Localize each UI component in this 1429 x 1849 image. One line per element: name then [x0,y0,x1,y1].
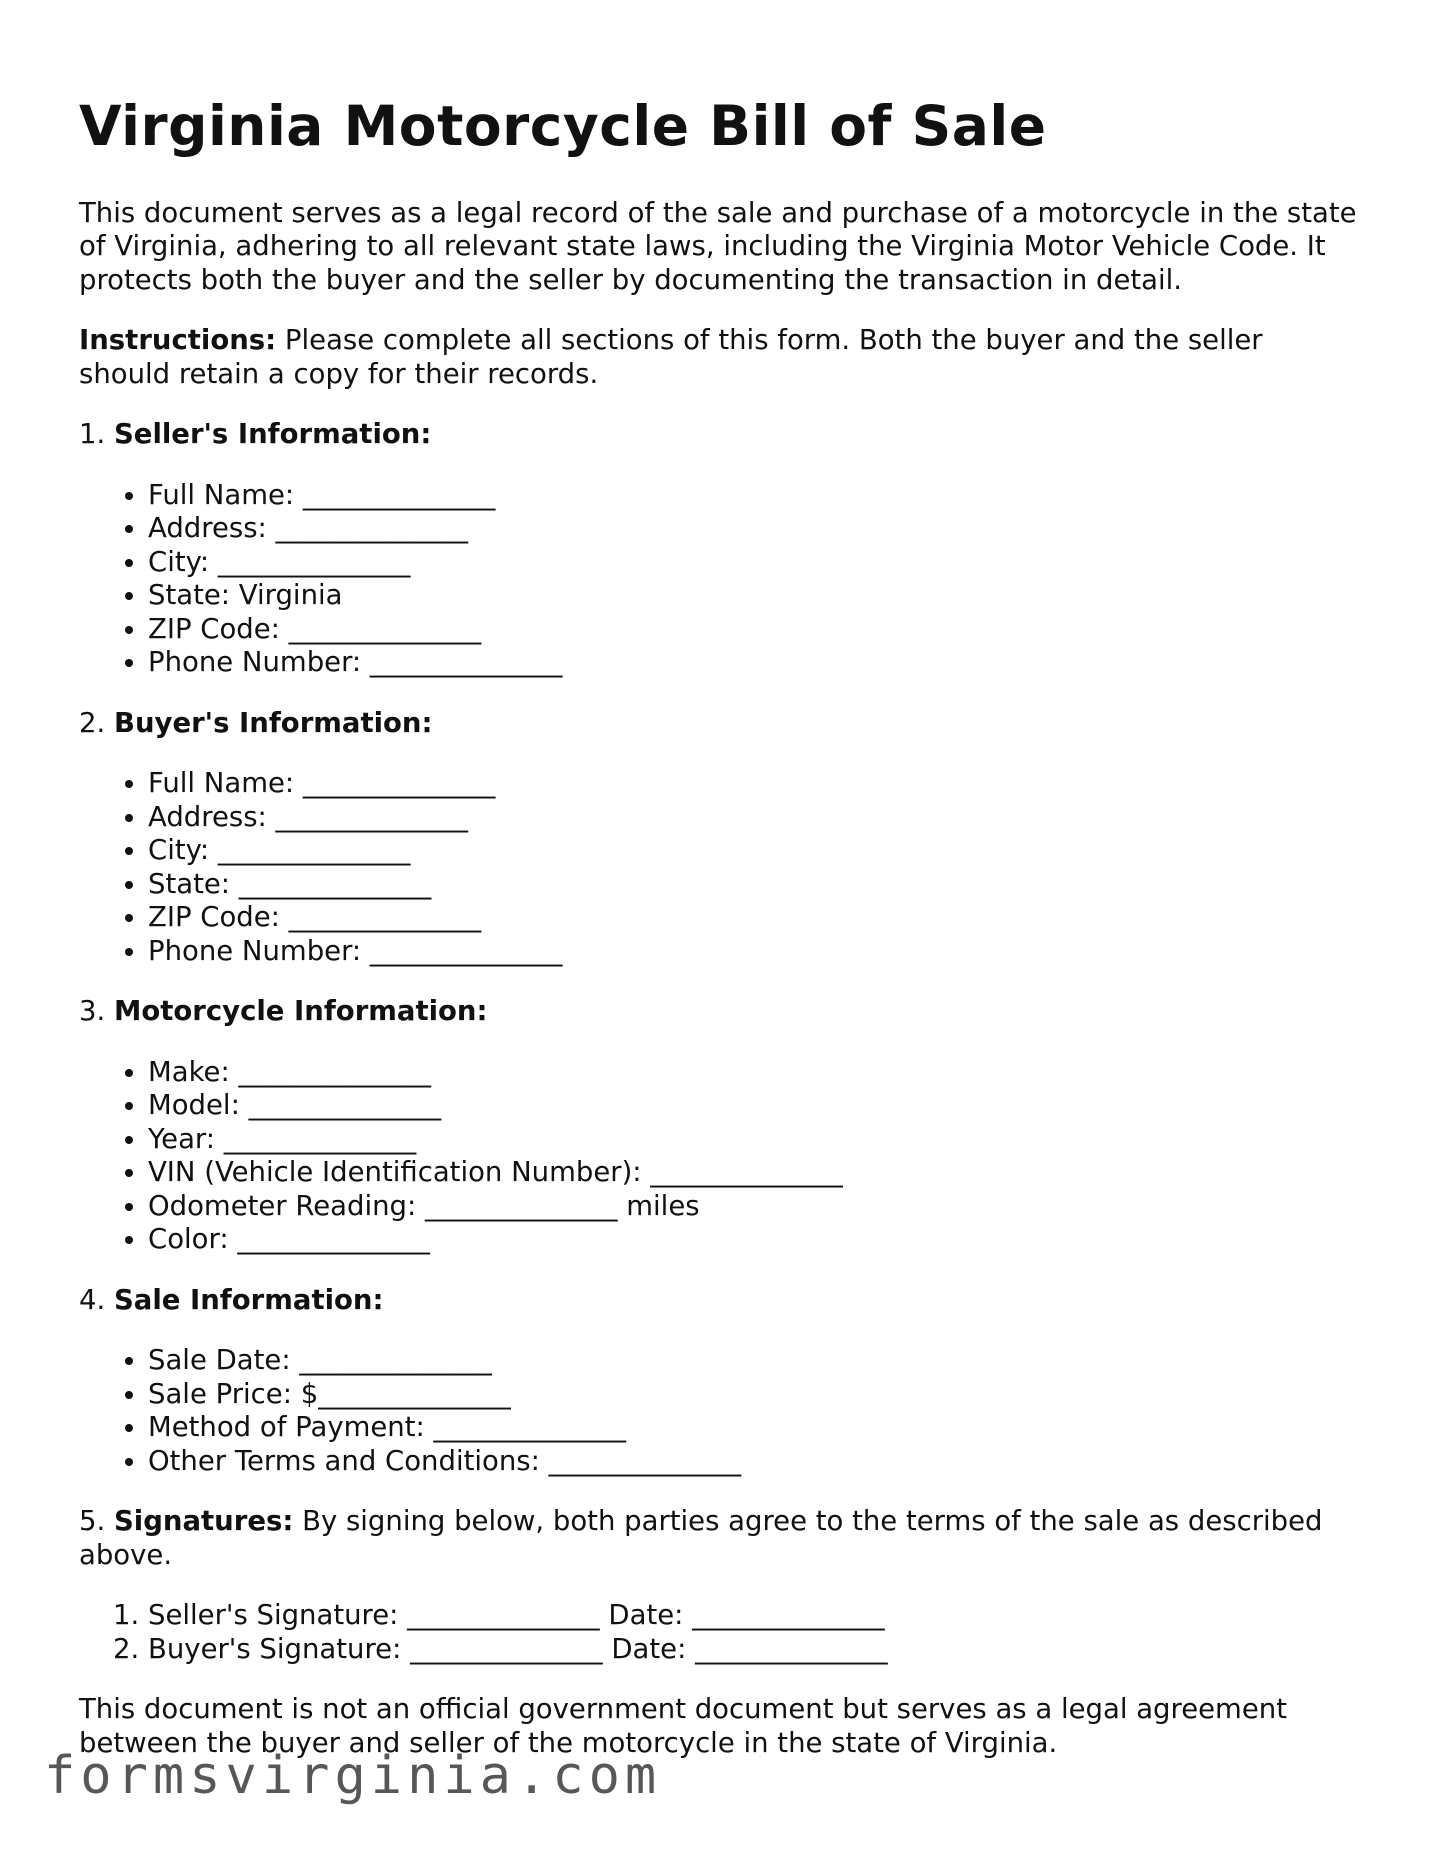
motorcycle-year-field: • Year: ______________ [148,1123,1359,1157]
buyer-signature-line: 2. Buyer's Signature: ______________ Date: ______________ [148,1633,1359,1667]
seller-state-field: • State: Virginia [148,579,1359,613]
seller-phone-field: • Phone Number: ______________ [148,646,1359,680]
site-watermark: formsvirginia.com [44,1746,662,1806]
motorcycle-model-field: • Model: ______________ [148,1089,1359,1123]
disclaimer-paragraph: This document is not an official government document but serves as a legal agreement between the buyer and seller of the motorcycle in the state of Virginia. [79,1693,1287,1759]
motorcycle-section-heading [79,995,1359,1029]
buyer-city-field: • City: ______________ [148,834,1359,868]
buyer-zip-field: • ZIP Code: ______________ [148,901,1359,935]
signatures-section-heading [79,1505,1359,1572]
instructions-paragraph [79,324,1359,391]
seller-city-field: • City: ______________ [148,546,1359,580]
sale-section-heading [79,1284,1359,1318]
motorcycle-color-field: • Color: ______________ [148,1223,1359,1257]
sale-price-field: • Sale Price: $______________ [148,1378,1359,1412]
sale-date-field: • Sale Date: ______________ [148,1344,1359,1378]
sale-fields-list [79,1344,1359,1478]
seller-fields-list [79,479,1359,680]
buyer-phone-field: • Phone Number: ______________ [148,935,1359,969]
motorcycle-section-title: Motorcycle Information: [113,995,488,1027]
seller-section-number: 1. [79,418,114,450]
signatures-section-number: 5. [79,1505,114,1537]
buyer-fields-list [79,767,1359,968]
buyer-section-number: 2. [79,706,114,739]
other-terms-field: • Other Terms and Conditions: ______________ [148,1445,1359,1479]
buyer-address-field: • Address: ______________ [148,801,1359,835]
buyer-full-name-field: • Full Name: ______________ [148,767,1359,801]
sale-section-title: Sale Information: [113,1283,384,1316]
motorcycle-make-field: • Make: ______________ [148,1056,1359,1090]
seller-full-name-field: • Full Name: ______________ [148,479,1359,513]
document-title: Virginia Motorcycle Bill of Sale [79,94,1047,158]
seller-signature-line: 1. Seller's Signature: ______________ Date: ______________ [148,1599,1359,1633]
document-page [79,96,1359,1787]
motorcycle-vin-field: • VIN (Vehicle Identification Number): ______________ [148,1156,1359,1190]
signature-lines-list [79,1599,1359,1666]
motorcycle-section-number: 3. [79,995,114,1027]
buyer-section-heading [79,707,1359,741]
motorcycle-fields-list [79,1056,1359,1257]
intro-paragraph: This document serves as a legal record of the sale and purchase of a motorcycle in the state of Virginia, adhering to all relevant state laws, including the Virginia Motor Vehicle Code. It protects both the buyer and the seller by documenting the transaction in detail. [79,196,1357,296]
signatures-section-title: Signatures: [113,1505,294,1537]
seller-address-field: • Address: ______________ [148,512,1359,546]
sale-section-number: 4. [79,1283,114,1316]
instructions-label: Instructions: [79,324,277,356]
seller-section-title: Seller's Information: [113,418,432,450]
seller-zip-field: • ZIP Code: ______________ [148,613,1359,647]
payment-method-field: • Method of Payment: ______________ [148,1411,1359,1445]
buyer-section-title: Buyer's Information: [113,706,433,739]
signatures-section-text: By signing below, both parties agree to the terms of the sale as described above. [79,1505,1323,1571]
instructions-text: Please complete all sections of this form. Both the buyer and the seller should retain a copy for their records. [79,324,1263,390]
motorcycle-odometer-field: • Odometer Reading: ______________ miles [148,1190,1359,1224]
buyer-state-field: • State: ______________ [148,868,1359,902]
seller-section-heading [79,418,1359,452]
